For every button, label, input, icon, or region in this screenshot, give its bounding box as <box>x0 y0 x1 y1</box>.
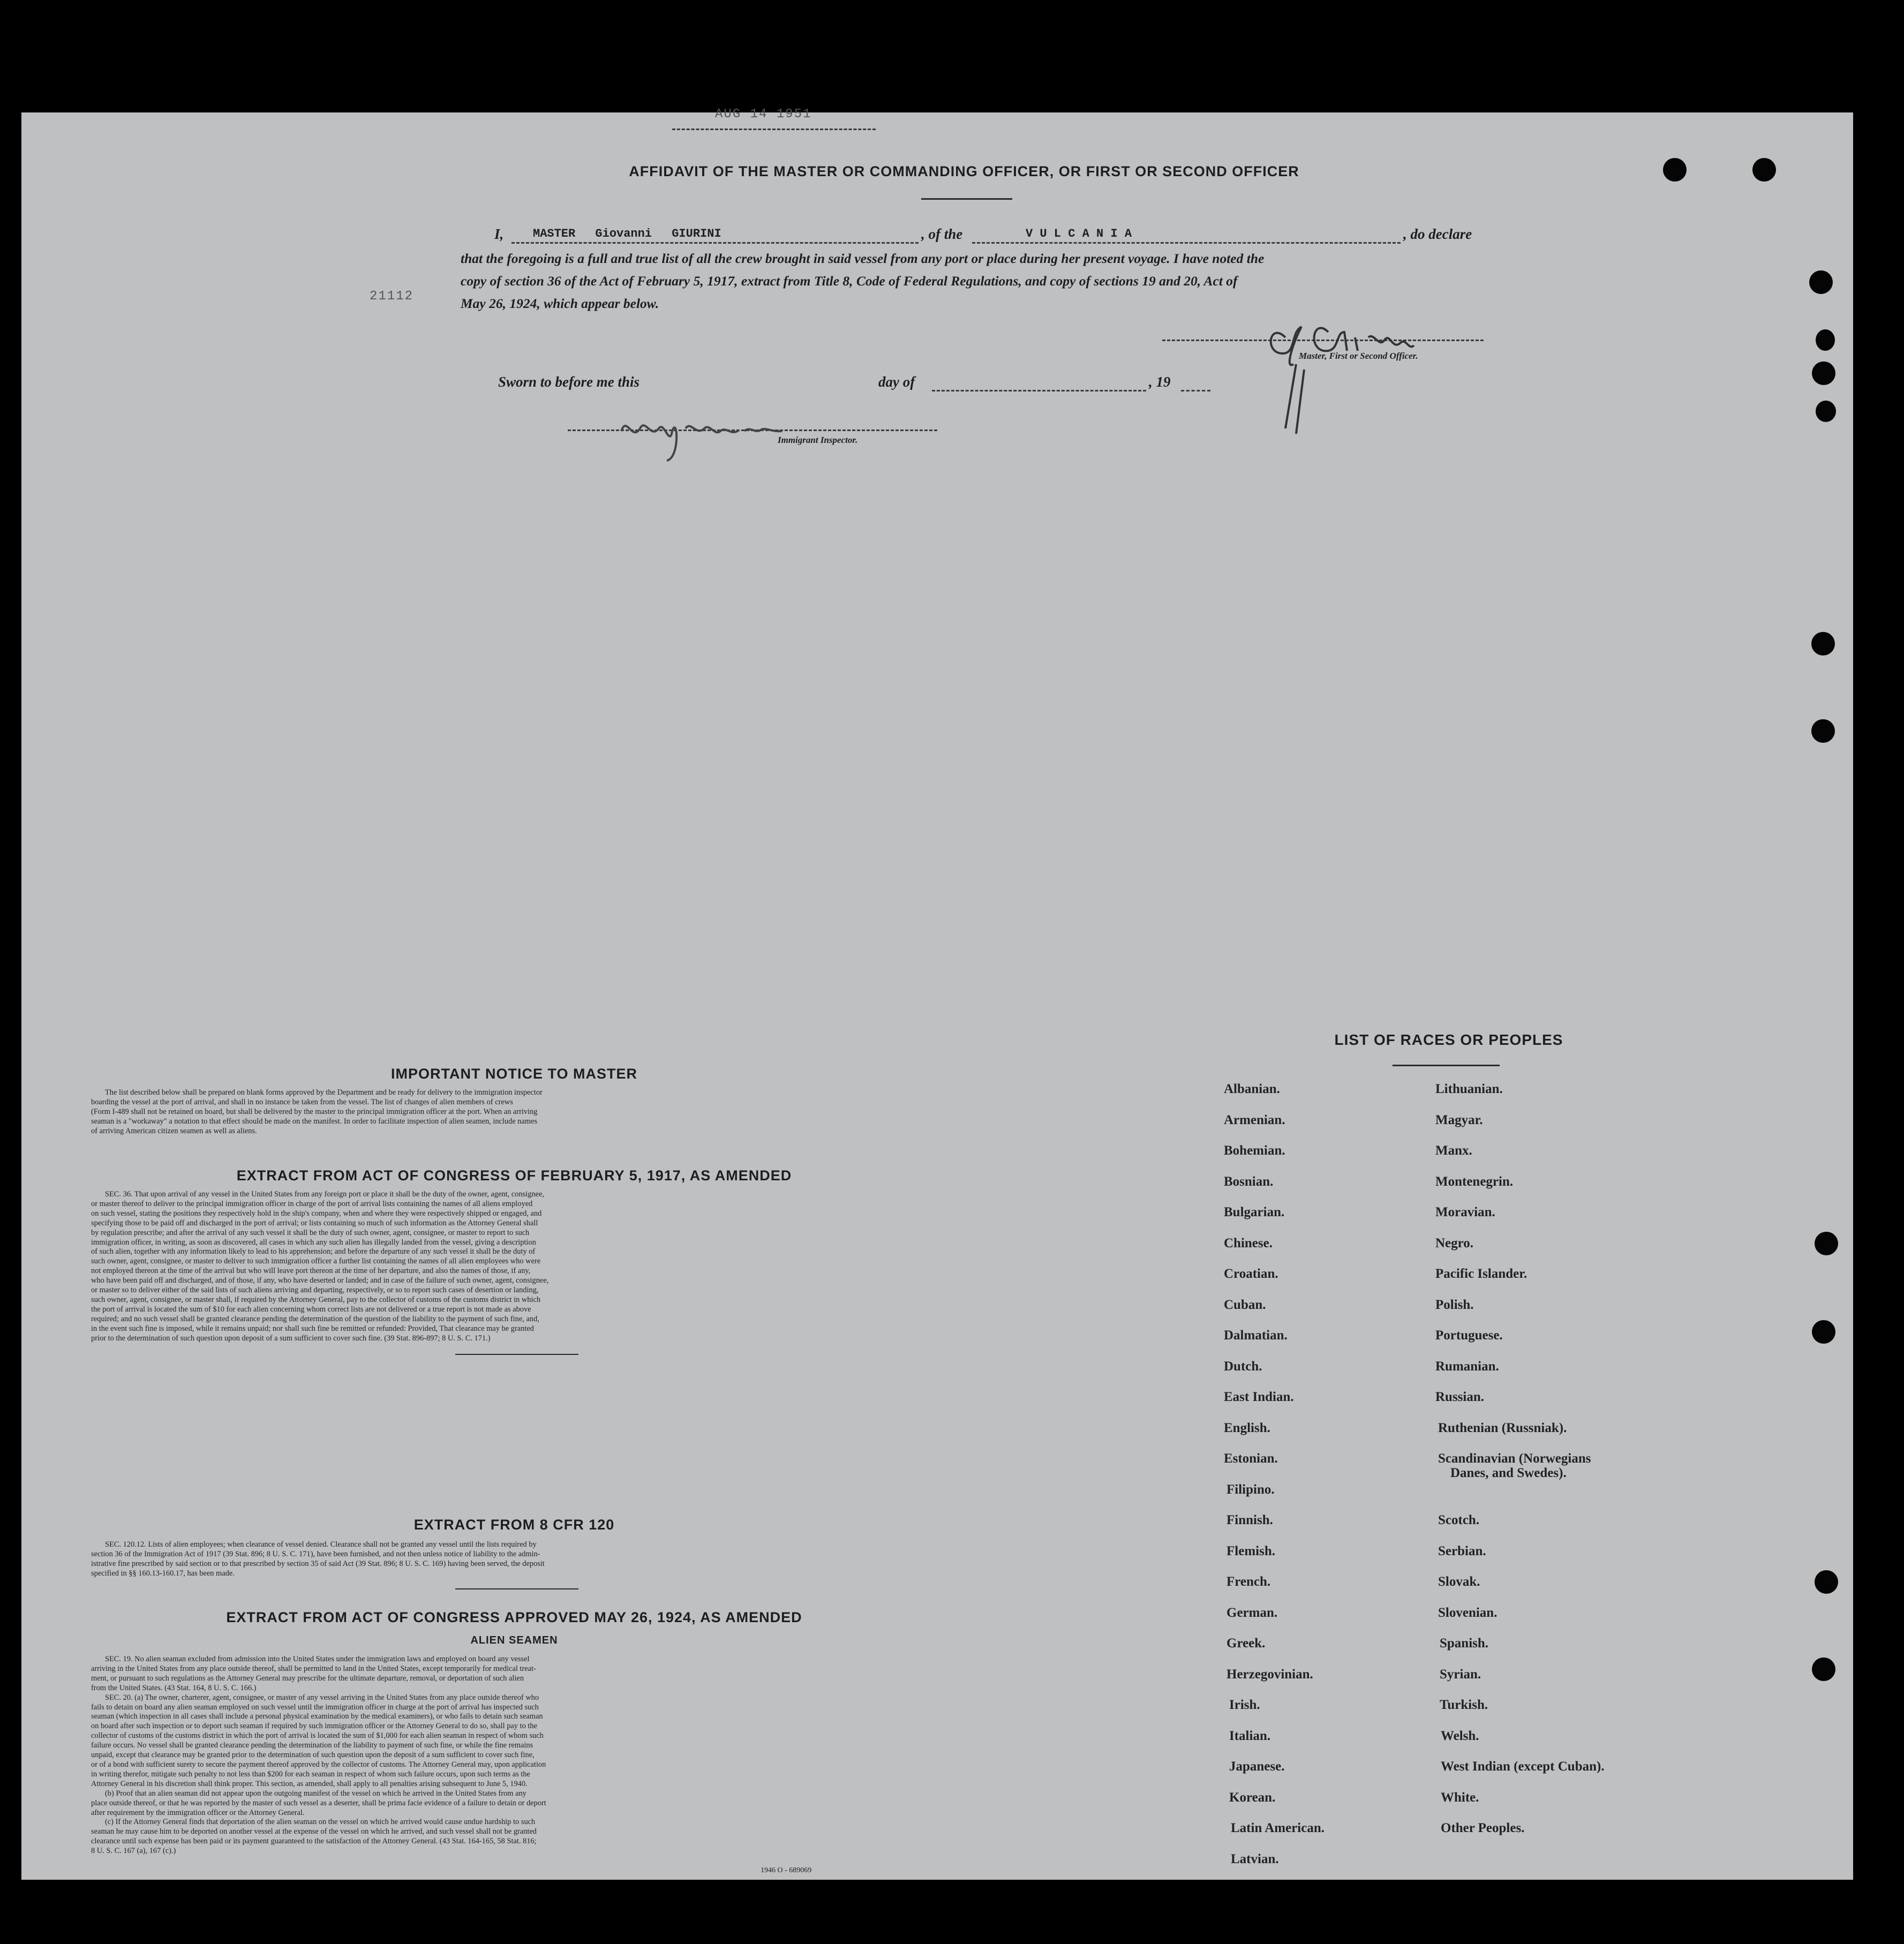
affidavit-title: AFFIDAVIT OF THE MASTER OR COMMANDING OFFICER, OR FIRST OR SECOND OFFICER <box>629 163 1299 179</box>
extract-1924-line: collector of customs of the customs district in which the port of arrival is located the sum of $1,000 for each alien seaman in respect of whom such <box>91 1731 544 1740</box>
of-the-label: , of the <box>921 226 963 242</box>
punch-hole <box>1809 270 1833 294</box>
punch-hole <box>1815 1232 1838 1255</box>
extract-1924-line: Attorney General in his discretion shall think proper. This section, as amended, shall apply to all penalties arising subsequent to June 5, 1940. <box>91 1779 528 1788</box>
punch-hole <box>1811 632 1835 655</box>
punch-hole <box>1815 1570 1838 1594</box>
race-left: Italian. <box>1229 1729 1271 1743</box>
extract-1924-line: 8 U. S. C. 167 (a), 167 (c).) <box>91 1847 176 1856</box>
race-left: Latin American. <box>1231 1821 1324 1835</box>
print-code: 1946 O - 689069 <box>761 1866 812 1874</box>
extract-1917-line: or master thereof to deliver to the principal immigration officer in charge of the port of arrival lists containing the names of all aliens employed <box>91 1199 533 1208</box>
officer-name-field <box>511 226 919 244</box>
extract-1917-line: such owner, agent, consignee, or master shall, if required by the Attorney General, pay to the collector of customs of the customs district in which <box>91 1295 541 1304</box>
extract-1917-line: specifying those to be paid off and discharged in the port of arrival; or lists containing so much of such information as the Attorney General shall <box>91 1218 538 1227</box>
extract-1917-line: prior to the determination of such question upon deposit of a sum sufficient to cover such fine. (39 Stat. 896-897; 8 U. S. C. 171.) <box>91 1333 491 1343</box>
punch-hole <box>1663 158 1687 182</box>
race-right: Other Peoples. <box>1441 1821 1525 1835</box>
race-left: Latvian. <box>1231 1852 1279 1866</box>
notice-line: seaman is a "workaway" a notation to that effect should be made on the manifest. In order to facilitate inspection of alien seamen, include names <box>91 1117 538 1126</box>
extract-1924-line: SEC. 20. (a) The owner, charterer, agent, consignee, or master of any vessel arriving in the United States from any place outside thereof who <box>105 1693 539 1702</box>
vessel-name-value: V U L C A N I A <box>1026 227 1132 240</box>
race-right: Spanish. <box>1440 1636 1489 1651</box>
sworn-label: Sworn to before me this <box>498 374 640 390</box>
race-right: Slovenian. <box>1438 1606 1497 1620</box>
declaration-line-3: May 26, 1924, which appear below. <box>461 296 659 311</box>
punch-hole <box>1811 719 1835 743</box>
do-declare-label: , do declare <box>1403 226 1472 242</box>
race-right: Serbian. <box>1438 1544 1486 1558</box>
race-left: English. <box>1224 1421 1270 1435</box>
extract-1917-line: such owner, agent, consignee, or master to deliver to such immigration officer a further list containing the names of all alien employees who were <box>91 1257 541 1266</box>
race-left: Herzegovinian. <box>1226 1667 1313 1682</box>
declaration-line-1: that the foregoing is a full and true list of all the crew brought in said vessel from any port or place during her present voyage. I have noted the <box>461 251 1265 266</box>
punch-hole <box>1812 361 1835 385</box>
extract-1924-line: clearance until such expense has been paid or its payment guaranteed to the satisfaction of the Attorney General. (43 Stat. 164-165, 58 Stat. 816; <box>91 1837 537 1846</box>
extract-1924-line: or of a bond with sufficient surety to secure the payment thereof approved by the collector of customs. The Attorney General may, upon application <box>91 1760 546 1769</box>
signature-caption: Master, First or Second Officer. <box>1299 351 1418 361</box>
extract-1917-line: who have been paid off and discharged, and of those, if any, who have deserted or landed; and in case of the failure of such owner, agent, consignee, <box>91 1276 549 1285</box>
race-right: Scandinavian (Norwegians <box>1438 1451 1591 1466</box>
race-left: Croatian. <box>1224 1267 1278 1281</box>
race-right: Polish. <box>1435 1298 1474 1312</box>
extract-1924-line: place outside thereof, or that he was reported by the master of such vessel as a deserter, shall be prima facie evidence of a failure to detain or deport <box>91 1798 546 1807</box>
extract-1917-line: by regulation prescribe; and after the arrival of any such vessel it shall be the duty of such owner, agent, consignee, or master to report to such <box>91 1228 530 1237</box>
officer-name-value: MASTER Giovanni GIURINI <box>533 227 721 240</box>
races-title-rule <box>1393 1065 1500 1066</box>
race-left: Bohemian. <box>1224 1143 1285 1158</box>
race-right: Montenegrin. <box>1435 1174 1514 1189</box>
inspector-signature <box>611 399 803 463</box>
sworn-date-field <box>672 107 876 130</box>
race-right: Portuguese. <box>1435 1328 1503 1343</box>
notice-line: The list described below shall be prepared on blank forms approved by the Department and be ready for delivery to the immigration inspector <box>105 1088 543 1097</box>
extract-1924-line: (c) If the Attorney General finds that deportation of the alien seaman on the vessel on which he arrived would cause undue hardship to such <box>105 1818 536 1827</box>
race-right: Rumanian. <box>1435 1359 1499 1374</box>
extract-1924-line: on board after such inspection or to deport such seaman if required by such immigration officer or the Attorney General to do so, shall pay to the <box>91 1722 537 1731</box>
race-right: Turkish. <box>1440 1698 1488 1712</box>
race-left: Chinese. <box>1224 1236 1273 1250</box>
extract-1924-line: in writing therefor, mitigate such penalty to not less than $200 for each seaman in respect of whom such failure occurs, upon such terms as the <box>91 1769 530 1779</box>
race-left: Finnish. <box>1226 1513 1273 1527</box>
extract-1924-line: fails to detain on board any alien seaman employed on such vessel until the immigration officer in charge at the port of arrival has inspected such <box>91 1702 539 1712</box>
punch-hole <box>1752 158 1776 182</box>
notice-line: boarding the vessel at the port of arrival, and shall in no instance be taken from the vessel. The list of changes of alien members of crews <box>91 1097 513 1106</box>
race-left: German. <box>1226 1606 1278 1620</box>
master-signature <box>1253 300 1478 439</box>
month-field <box>932 374 1146 391</box>
extract-1924-line: (b) Proof that an alien seaman did not appear upon the outgoing manifest of the vessel on which he arrived in the United States from any <box>105 1789 526 1798</box>
race-right: Danes, and Swedes). <box>1450 1466 1567 1480</box>
extract-1924-body <box>91 1655 916 1856</box>
extract-cfr-body <box>91 1540 916 1579</box>
extract-1924-title: EXTRACT FROM ACT OF CONGRESS APPROVED MAY 26, 1924, AS AMENDED <box>226 1609 802 1625</box>
extract-cfr-heading: EXTRACT FROM 8 CFR 120 <box>413 1517 615 1533</box>
extract-1917-line: SEC. 36. That upon arrival of any vessel in the United States from any foreign port or place it shall be the duty of the owner, agent, consignee, <box>105 1190 545 1199</box>
title-rule <box>921 198 1012 200</box>
race-left: Bulgarian. <box>1224 1205 1285 1219</box>
race-left: Estonian. <box>1224 1451 1278 1466</box>
race-right: Lithuanian. <box>1435 1082 1503 1096</box>
race-left: Armenian. <box>1224 1113 1285 1127</box>
race-right: White. <box>1441 1790 1479 1805</box>
extract-1917-body <box>91 1190 916 1344</box>
extract-1924-line: unpaid, except that clearance may be granted prior to the determination of such question upon the deposit of a sum sufficient to cover such fine, <box>91 1751 535 1760</box>
extract-1917-line: on such vessel, stating the positions they respectively hold in the ship's company, when and where they were respectively shipped or engaged, and <box>91 1209 542 1218</box>
extract-1924-line: from the United States. (43 Stat. 164, 8 U. S. C. 166.) <box>91 1683 257 1692</box>
race-left: French. <box>1226 1574 1271 1589</box>
extract-1924-line: arriving in the United States from any place outside thereof, shall be permitted to land in the United States, except temporarily for medical treat- <box>91 1664 536 1673</box>
extract-cfr-line: SEC. 120.12. Lists of alien employees; when clearance of vessel denied. Clearance shall not be granted any vessel until the lists required by <box>105 1540 537 1549</box>
pronoun-label: I, <box>494 226 504 242</box>
extract-1924-subtitle: ALIEN SEAMEN <box>470 1634 558 1646</box>
race-left: Flemish. <box>1226 1544 1275 1558</box>
notice-title: IMPORTANT NOTICE TO MASTER <box>391 1066 637 1082</box>
declaration-line-2: copy of section 36 of the Act of February 5, 1917, extract from Title 8, Code of Federal Regulations, and copy of sections 19 and 20, Act of <box>461 273 1238 289</box>
section-rule <box>455 1354 578 1355</box>
section-rule <box>455 1588 578 1589</box>
race-right: Slovak. <box>1438 1574 1480 1589</box>
extract-1924-line: after requirement by the immigration officer or the Attorney General. <box>91 1808 305 1817</box>
margin-stamp: 21112 <box>370 289 414 304</box>
race-left: Japanese. <box>1229 1759 1285 1774</box>
notice-line: of arriving American citizen seamen as well as aliens. <box>91 1126 257 1135</box>
race-right: West Indian (except Cuban). <box>1441 1759 1605 1774</box>
race-right: Russian. <box>1435 1390 1485 1404</box>
race-left: Filipino. <box>1226 1482 1275 1497</box>
extract-1917-line: the port of arrival is located the sum of $10 for each alien concerning whom correct lists are not delivered or a true report is not made as above <box>91 1305 531 1314</box>
race-left: Greek. <box>1226 1636 1266 1651</box>
race-right: Syrian. <box>1440 1667 1481 1682</box>
extract-1917-line: required; and no such vessel shall be granted clearance pending the determination of the question of the liability to the payment of such fine, and, <box>91 1314 539 1323</box>
extract-1924-line: SEC. 19. No alien seaman excluded from admission into the United States under the immigration laws and employed on board any vessel <box>105 1655 530 1663</box>
extract-1924-line: seaman he may cause him to be deported on another vessel at the expense of the vessel on which he arrived, and such vessel shall not be granted <box>91 1827 537 1836</box>
extract-1917-line: or master so to deliver either of the said lists of such aliens arriving and departing, respectively, or so to report such cases of desertion or landing, <box>91 1286 539 1295</box>
race-left: Irish. <box>1229 1698 1260 1712</box>
extract-cfr-line: istrative fine prescribed by said section or to that prescribed by section 35 of said Act (39 Stat. 896; 8 U. S. C. 169) having been served, the deposit <box>91 1559 545 1568</box>
vessel-name-field <box>972 226 1401 244</box>
extract-1924-line: failure occurs. No vessel shall be granted clearance pending the determination of the liability to payment of such fine, or while the fine remains <box>91 1741 533 1750</box>
punch-hole <box>1816 401 1836 422</box>
race-right: Ruthenian (Russniak). <box>1438 1421 1567 1435</box>
day-of-label: day of <box>878 374 915 390</box>
punch-hole <box>1812 1320 1835 1344</box>
punch-hole <box>1816 329 1835 351</box>
race-left: Dalmatian. <box>1224 1328 1288 1343</box>
race-left: Dutch. <box>1224 1359 1262 1374</box>
notice-body <box>91 1088 916 1136</box>
race-right: Welsh. <box>1441 1729 1479 1743</box>
race-right: Manx. <box>1435 1143 1472 1158</box>
race-right: Magyar. <box>1435 1113 1483 1127</box>
extract-1917-line: of such alien, together with any information likely to lead to his apprehension; and before the departure of any such vessel it shall be the duty of <box>91 1247 536 1256</box>
sworn-date-stamp: AUG 14 1951 <box>715 107 812 122</box>
notice-line: (Form I-489 shall not be retained on board, but shall be delivered by the master to the principal immigration officer at the port. When an arriving <box>91 1107 538 1116</box>
race-left: Cuban. <box>1224 1298 1266 1312</box>
extract-1917-line: not employed thereon at the time of the arrival but who will leave port thereon at the time of her departure, and also the names of those, if any, <box>91 1267 531 1276</box>
race-right: Negro. <box>1435 1236 1474 1250</box>
inspector-caption: Immigrant Inspector. <box>778 435 858 445</box>
race-right: Pacific Islander. <box>1435 1267 1527 1281</box>
race-right: Scotch. <box>1438 1513 1480 1527</box>
extract-1924-line: ment, or pursuant to such regulations as the Attorney General may prescribe for the ultimate departure, removal, or deportation of such alien <box>91 1674 524 1683</box>
extract-1917-title: EXTRACT FROM ACT OF CONGRESS OF FEBRUARY 5, 1917, AS AMENDED <box>236 1167 792 1184</box>
race-left: Korean. <box>1229 1790 1276 1805</box>
extract-cfr-line: section 36 of the Immigration Act of 1917 (39 Stat. 896; 8 U. S. C. 171), have been furnished, and not then unless notice of liability to the admin- <box>91 1549 540 1558</box>
extract-1924-line: seaman (which inspection in all cases shall include a personal physical examination by the medical examiners), or who fails to detain such seaman <box>91 1712 543 1721</box>
extract-1917-line: immigration officer, in writing, as soon as discovered, all cases in which any such alien has illegally landed from the vessel, giving a description <box>91 1238 536 1247</box>
extract-1917-line: in the event such fine is imposed, while it remains unpaid; nor shall such fine be remitted or refunded: Provided, That clearance may be granted <box>91 1324 534 1333</box>
race-right: Moravian. <box>1435 1205 1495 1219</box>
race-left: Bosnian. <box>1224 1174 1274 1189</box>
document-page <box>21 107 1853 1880</box>
year-label: , 19 <box>1149 374 1171 390</box>
year-field <box>1181 374 1210 391</box>
races-title: LIST OF RACES OR PEOPLES <box>1334 1031 1563 1048</box>
race-left: East Indian. <box>1224 1390 1294 1404</box>
punch-hole <box>1812 1657 1835 1681</box>
race-left: Albanian. <box>1224 1082 1280 1096</box>
extract-cfr-line: specified in §§ 160.13-160.17, has been made. <box>91 1569 235 1578</box>
